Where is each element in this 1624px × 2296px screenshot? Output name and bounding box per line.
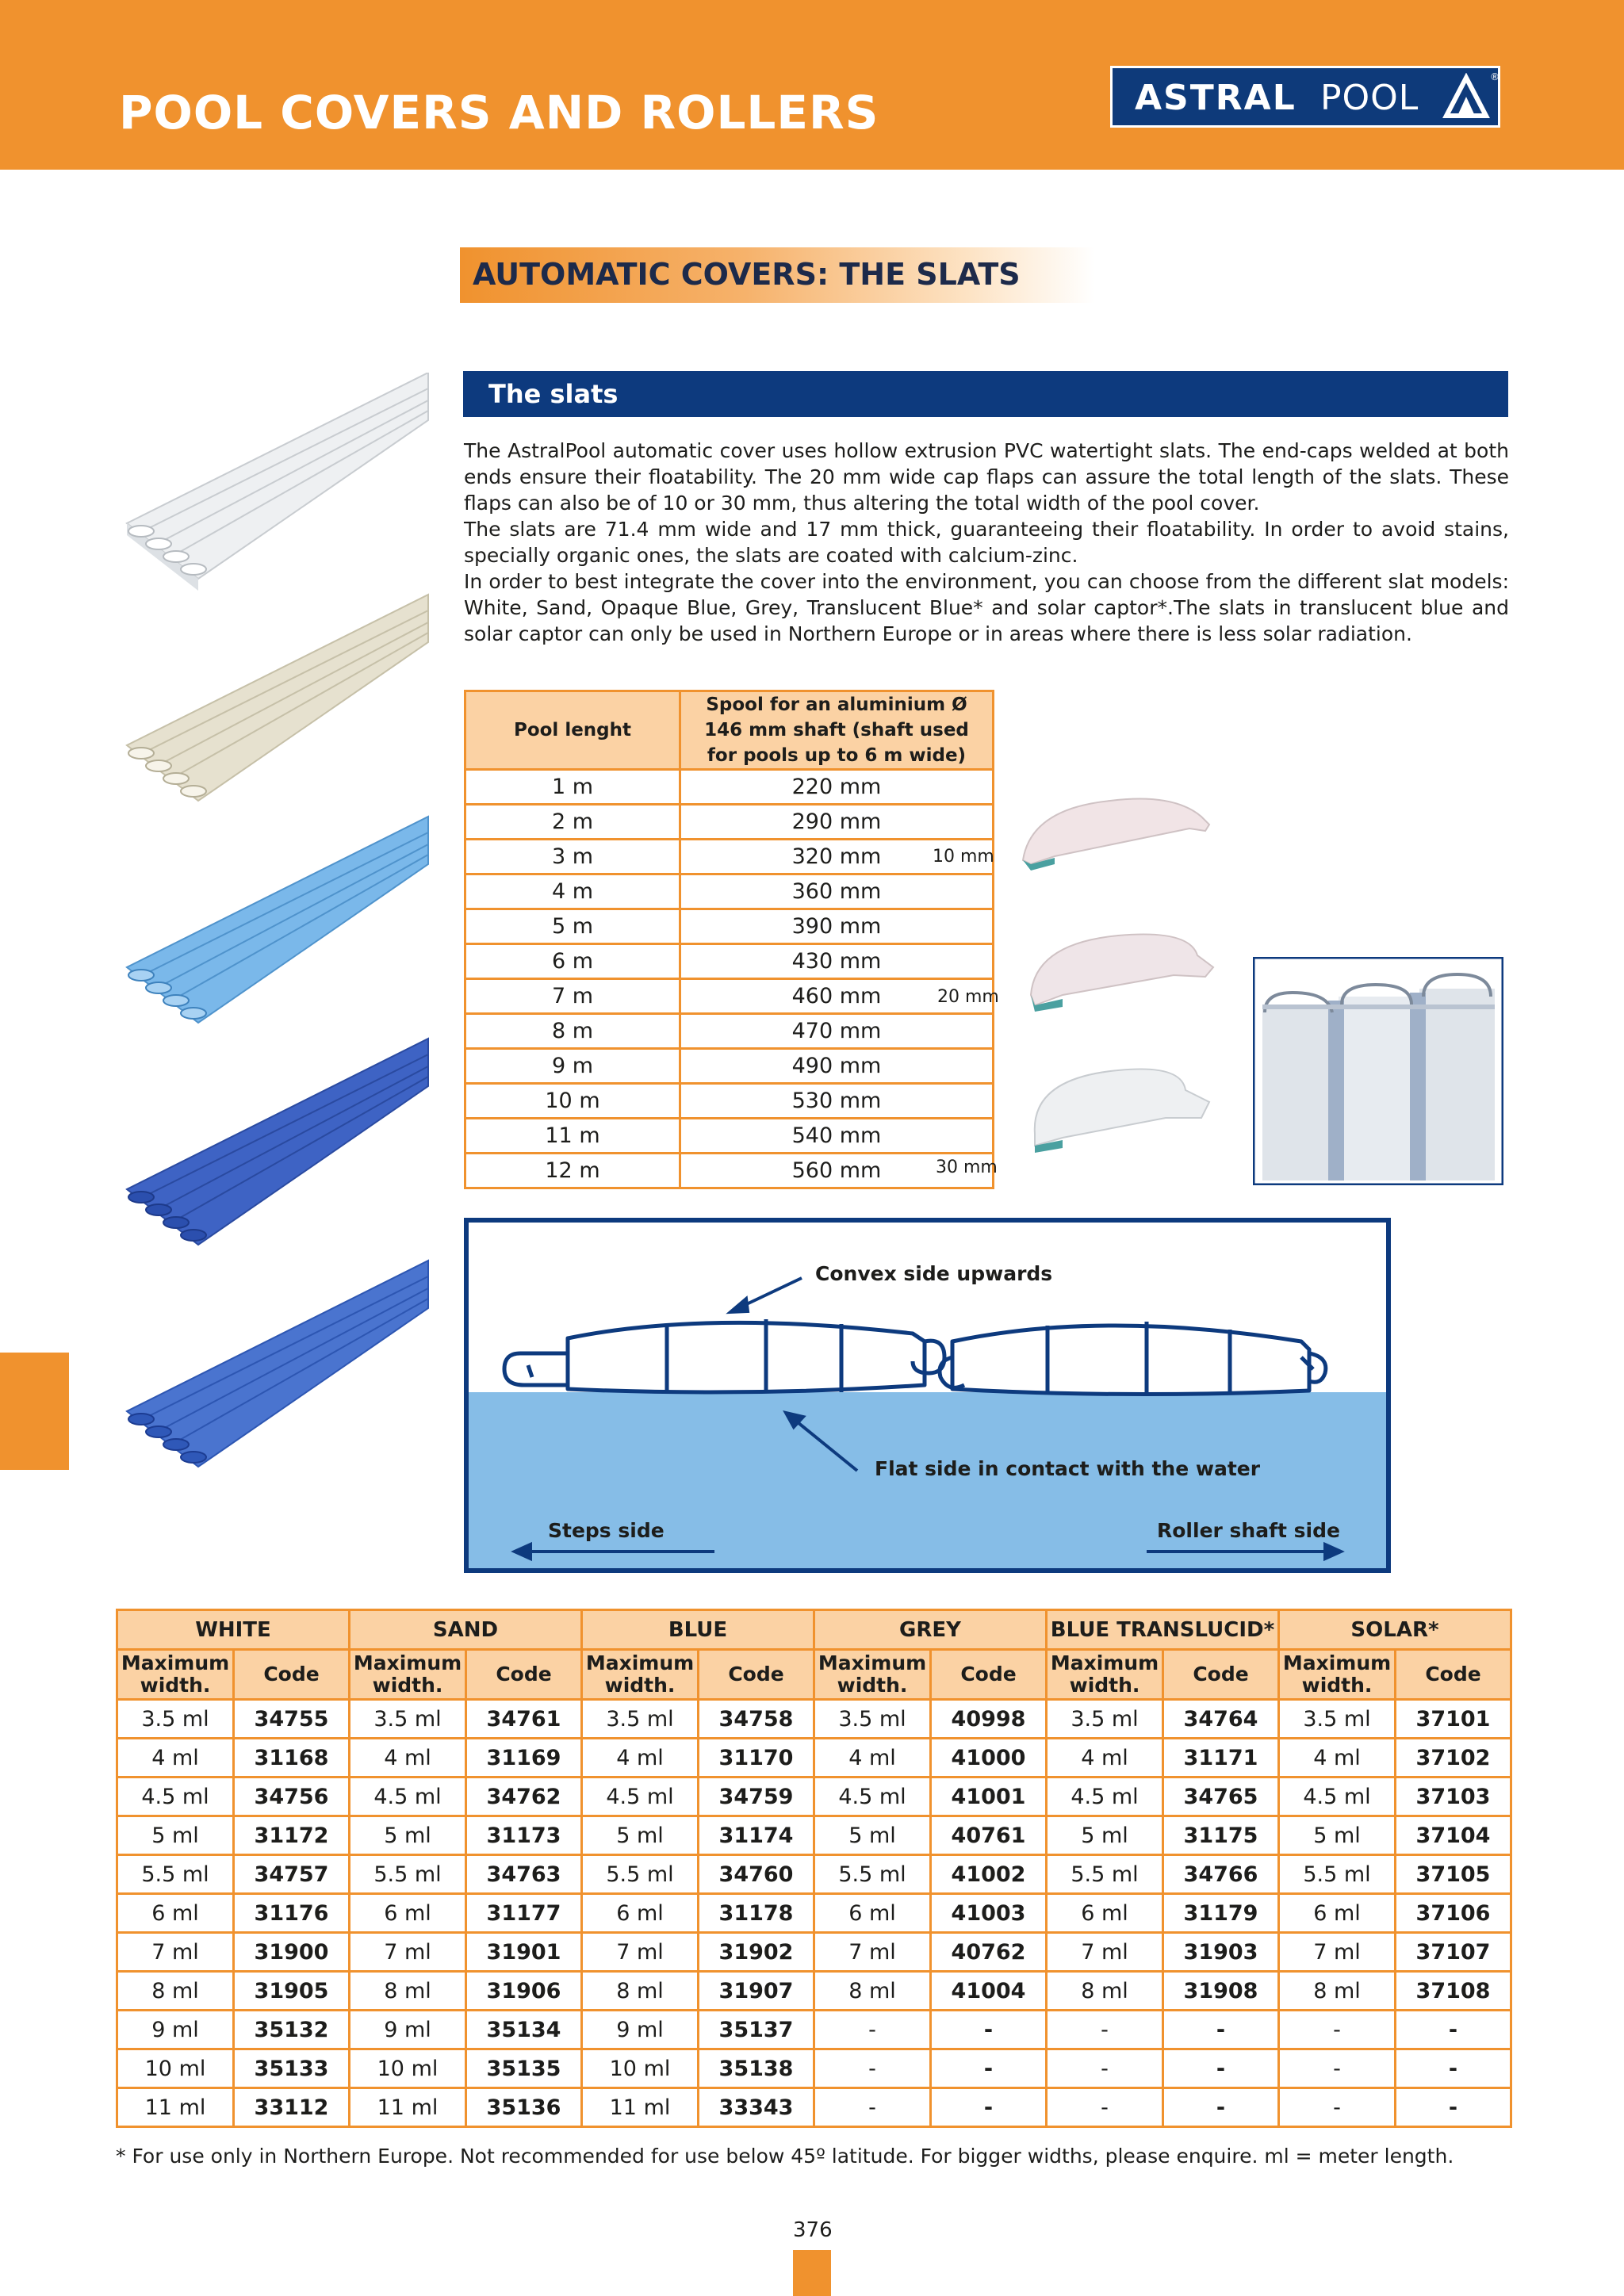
max-width-cell: - xyxy=(1047,2049,1163,2088)
max-width-cell: 6 ml xyxy=(1279,1894,1396,1933)
code-cell: 31907 xyxy=(699,1972,814,2011)
grey-slat-image xyxy=(127,1039,428,1245)
description-text xyxy=(464,438,1509,647)
sub-header-row xyxy=(117,1650,1511,1700)
column-header: Pool lenght xyxy=(465,691,680,770)
column-header: Spool for an aluminium Ø 146 mm shaft (shaft used for pools up to 6 m wide) xyxy=(680,691,994,770)
translucent-slat-image xyxy=(127,1261,428,1467)
table-row xyxy=(465,874,994,909)
pool-length-cell: 10 m xyxy=(465,1084,680,1119)
max-width-cell: 9 ml xyxy=(117,2011,234,2049)
max-width-header: Maximum width. xyxy=(814,1650,931,1700)
max-width-cell: 5 ml xyxy=(350,1816,466,1855)
code-cell: 31174 xyxy=(699,1816,814,1855)
code-cell: 41003 xyxy=(931,1894,1047,1933)
color-group-header: BLUE TRANSLUCID* xyxy=(1047,1610,1279,1650)
table-row xyxy=(117,2088,1511,2127)
code-header: Code xyxy=(234,1650,350,1700)
code-cell: - xyxy=(1396,2088,1511,2127)
code-cell: 34765 xyxy=(1163,1777,1279,1816)
code-cell: 34758 xyxy=(699,1700,814,1739)
spool-diameter-cell: 360 mm xyxy=(680,874,994,909)
code-cell: 35138 xyxy=(699,2049,814,2088)
code-cell: 41001 xyxy=(931,1777,1047,1816)
pool-length-cell: 8 m xyxy=(465,1014,680,1049)
table-row xyxy=(465,1084,994,1119)
table-row xyxy=(465,1049,994,1084)
pool-length-cell: 1 m xyxy=(465,770,680,805)
endcap-images xyxy=(1015,785,1221,1158)
max-width-cell: 8 ml xyxy=(1047,1972,1163,2011)
steps-side-label: Steps side xyxy=(548,1519,665,1542)
slat-samples-illustration xyxy=(111,373,476,1475)
max-width-cell: 5 ml xyxy=(117,1816,234,1855)
code-cell: 35133 xyxy=(234,2049,350,2088)
code-header: Code xyxy=(931,1650,1047,1700)
code-cell: 37103 xyxy=(1396,1777,1511,1816)
code-cell: 41000 xyxy=(931,1739,1047,1777)
pool-length-cell: 3 m xyxy=(465,840,680,874)
max-width-cell: 8 ml xyxy=(582,1972,699,2011)
max-width-cell: 7 ml xyxy=(1047,1933,1163,1972)
code-cell: 37101 xyxy=(1396,1700,1511,1739)
spool-diameter-cell: 490 mm xyxy=(680,1049,994,1084)
max-width-cell: - xyxy=(1279,2088,1396,2127)
max-width-cell: 10 ml xyxy=(582,2049,699,2088)
spool-diameter-cell: 470 mm xyxy=(680,1014,994,1049)
max-width-cell: 6 ml xyxy=(350,1894,466,1933)
color-group-header: BLUE xyxy=(582,1610,814,1650)
max-width-cell: 4 ml xyxy=(117,1739,234,1777)
endcap-label-20mm: 20 mm xyxy=(937,987,999,1007)
convex-side-label: Convex side upwards xyxy=(815,1262,1053,1285)
max-width-cell: 5.5 ml xyxy=(814,1855,931,1894)
code-cell: 37106 xyxy=(1396,1894,1511,1933)
max-width-cell: 5 ml xyxy=(582,1816,699,1855)
max-width-cell: 4.5 ml xyxy=(582,1777,699,1816)
table-row xyxy=(117,1894,1511,1933)
code-cell: 31169 xyxy=(466,1739,582,1777)
code-cell: 34755 xyxy=(234,1700,350,1739)
table-row xyxy=(117,1739,1511,1777)
code-cell: 31173 xyxy=(466,1816,582,1855)
table-row xyxy=(465,840,994,874)
table-row xyxy=(117,1972,1511,2011)
code-cell: 41002 xyxy=(931,1855,1047,1894)
code-cell: 37102 xyxy=(1396,1739,1511,1777)
code-cell: 34757 xyxy=(234,1855,350,1894)
max-width-cell: 6 ml xyxy=(117,1894,234,1933)
max-width-cell: 11 ml xyxy=(350,2088,466,2127)
spool-diameter-cell: 320 mm xyxy=(680,840,994,874)
code-cell: - xyxy=(931,2088,1047,2127)
pool-length-cell: 6 m xyxy=(465,944,680,979)
slat-codes-table xyxy=(116,1609,1512,2128)
max-width-cell: - xyxy=(1047,2011,1163,2049)
code-header: Code xyxy=(699,1650,814,1700)
spool-diameter-cell: 560 mm xyxy=(680,1154,994,1188)
code-cell: 31178 xyxy=(699,1894,814,1933)
code-cell: 31179 xyxy=(1163,1894,1279,1933)
max-width-cell: 7 ml xyxy=(350,1933,466,1972)
logo-text-astral: ASTRAL xyxy=(1135,78,1297,118)
white-slat-image xyxy=(127,373,428,591)
table-row xyxy=(117,1777,1511,1816)
code-cell: 41004 xyxy=(931,1972,1047,2011)
subsection-bar xyxy=(463,371,1508,417)
code-cell: 34761 xyxy=(466,1700,582,1739)
max-width-header: Maximum width. xyxy=(582,1650,699,1700)
code-cell: 37107 xyxy=(1396,1933,1511,1972)
max-width-cell: 6 ml xyxy=(582,1894,699,1933)
section-heading xyxy=(460,247,1094,303)
code-cell: 31171 xyxy=(1163,1739,1279,1777)
endcap-20mm-image xyxy=(1031,934,1213,1012)
max-width-cell: 3.5 ml xyxy=(814,1700,931,1739)
code-cell: 31901 xyxy=(466,1933,582,1972)
table-row xyxy=(117,1855,1511,1894)
max-width-cell: 4 ml xyxy=(814,1739,931,1777)
spool-diameter-cell: 540 mm xyxy=(680,1119,994,1154)
max-width-cell: 10 ml xyxy=(117,2049,234,2088)
footnote: * For use only in Northern Europe. Not recommended for use below 45º latitude. For bigger widths, please enquire. ml = meter length. xyxy=(116,2145,1454,2168)
max-width-cell: 4 ml xyxy=(582,1739,699,1777)
side-color-tab xyxy=(0,1353,69,1470)
spool-diameter-cell: 220 mm xyxy=(680,770,994,805)
table-row xyxy=(117,1700,1511,1739)
max-width-header: Maximum width. xyxy=(1279,1650,1396,1700)
pool-length-cell: 4 m xyxy=(465,874,680,909)
page-number-tab xyxy=(793,2250,831,2296)
color-group-header: SAND xyxy=(350,1610,582,1650)
max-width-cell: 9 ml xyxy=(582,2011,699,2049)
max-width-cell: 4 ml xyxy=(1279,1739,1396,1777)
max-width-cell: - xyxy=(1279,2049,1396,2088)
code-cell: 35136 xyxy=(466,2088,582,2127)
code-cell: - xyxy=(1163,2011,1279,2049)
code-cell: 31900 xyxy=(234,1933,350,1972)
max-width-cell: 4.5 ml xyxy=(350,1777,466,1816)
sand-slat-image xyxy=(127,595,428,801)
max-width-cell: 5.5 ml xyxy=(117,1855,234,1894)
max-width-header: Maximum width. xyxy=(350,1650,466,1700)
max-width-cell: 7 ml xyxy=(1279,1933,1396,1972)
paragraph: The slats are 71.4 mm wide and 17 mm thick, guaranteeing their floatability. In order to avoid stains, specially organic ones, the slats are coated with calcium-zinc. xyxy=(464,518,1509,567)
code-cell: 31906 xyxy=(466,1972,582,2011)
spool-diameter-cell: 390 mm xyxy=(680,909,994,944)
code-cell: 34756 xyxy=(234,1777,350,1816)
table-row xyxy=(465,1154,994,1188)
code-cell: 34762 xyxy=(466,1777,582,1816)
pool-length-cell: 11 m xyxy=(465,1119,680,1154)
code-cell: 31170 xyxy=(699,1739,814,1777)
endcap-30mm-image xyxy=(1035,1069,1209,1153)
slat-section-image xyxy=(1253,957,1503,1185)
spool-diameter-cell: 430 mm xyxy=(680,944,994,979)
max-width-cell: 11 ml xyxy=(582,2088,699,2127)
code-cell: 37105 xyxy=(1396,1855,1511,1894)
max-width-cell: 6 ml xyxy=(814,1894,931,1933)
code-cell: 31176 xyxy=(234,1894,350,1933)
table-row xyxy=(117,1816,1511,1855)
table-header-row xyxy=(465,691,994,770)
code-cell: 35132 xyxy=(234,2011,350,2049)
max-width-cell: 5 ml xyxy=(814,1816,931,1855)
table-row xyxy=(465,805,994,840)
color-group-header: GREY xyxy=(814,1610,1047,1650)
code-cell: 31903 xyxy=(1163,1933,1279,1972)
code-cell: 40761 xyxy=(931,1816,1047,1855)
table-row xyxy=(465,1014,994,1049)
max-width-cell: 7 ml xyxy=(117,1933,234,1972)
code-cell: 35137 xyxy=(699,2011,814,2049)
max-width-cell: 8 ml xyxy=(1279,1972,1396,2011)
blue-slat-image xyxy=(127,817,428,1023)
spool-diameter-cell: 530 mm xyxy=(680,1084,994,1119)
code-cell: - xyxy=(1396,2011,1511,2049)
code-cell: 31905 xyxy=(234,1972,350,2011)
max-width-cell: 4.5 ml xyxy=(1047,1777,1163,1816)
pool-length-cell: 9 m xyxy=(465,1049,680,1084)
code-cell: 33343 xyxy=(699,2088,814,2127)
astralpool-logo xyxy=(1110,66,1500,128)
max-width-cell: 3.5 ml xyxy=(350,1700,466,1739)
code-cell: 34766 xyxy=(1163,1855,1279,1894)
code-cell: 40762 xyxy=(931,1933,1047,1972)
max-width-cell: 11 ml xyxy=(117,2088,234,2127)
code-cell: 31168 xyxy=(234,1739,350,1777)
max-width-cell: 4.5 ml xyxy=(814,1777,931,1816)
page-number: 376 xyxy=(793,2218,833,2242)
max-width-cell: 7 ml xyxy=(582,1933,699,1972)
code-cell: 31177 xyxy=(466,1894,582,1933)
code-cell: 34764 xyxy=(1163,1700,1279,1739)
astralpool-triangle-icon xyxy=(1442,73,1491,122)
code-cell: - xyxy=(1163,2088,1279,2127)
max-width-cell: 8 ml xyxy=(117,1972,234,2011)
color-group-header-row xyxy=(117,1610,1511,1650)
max-width-cell: 3.5 ml xyxy=(1047,1700,1163,1739)
code-cell: 40998 xyxy=(931,1700,1047,1739)
registered-mark: ® xyxy=(1490,71,1500,82)
paragraph: The AstralPool automatic cover uses hollow extrusion PVC watertight slats. The end-caps welded at both ends ensure their floatability. The 20 mm wide cap flaps can assure the total length of the slats. These flaps can also be of 10 or 30 mm, thus altering the total width of the pool cover. xyxy=(464,439,1509,515)
pool-length-cell: 2 m xyxy=(465,805,680,840)
max-width-cell: 4 ml xyxy=(1047,1739,1163,1777)
spool-table xyxy=(464,690,994,1189)
table-row xyxy=(465,909,994,944)
max-width-cell: 5.5 ml xyxy=(350,1855,466,1894)
pool-length-cell: 12 m xyxy=(465,1154,680,1188)
pool-length-cell: 7 m xyxy=(465,979,680,1014)
max-width-cell: 10 ml xyxy=(350,2049,466,2088)
max-width-cell: 5.5 ml xyxy=(1047,1855,1163,1894)
max-width-cell: 3.5 ml xyxy=(1279,1700,1396,1739)
max-width-cell: 7 ml xyxy=(814,1933,931,1972)
section-heading-text: AUTOMATIC COVERS: THE SLATS xyxy=(473,257,1021,292)
code-cell: - xyxy=(1396,2049,1511,2088)
table-row xyxy=(465,1119,994,1154)
color-group-header: WHITE xyxy=(117,1610,350,1650)
flat-side-label: Flat side in contact with the water xyxy=(875,1457,1261,1480)
code-cell: - xyxy=(931,2011,1047,2049)
code-cell: 34760 xyxy=(699,1855,814,1894)
max-width-cell: 9 ml xyxy=(350,2011,466,2049)
spool-diameter-cell: 460 mm xyxy=(680,979,994,1014)
max-width-cell: 5.5 ml xyxy=(582,1855,699,1894)
subsection-title: The slats xyxy=(488,379,619,409)
endcap-label-10mm: 10 mm xyxy=(933,847,994,867)
page-title: POOL COVERS AND ROLLERS xyxy=(119,86,879,140)
max-width-cell: - xyxy=(1047,2088,1163,2127)
table-row xyxy=(117,2049,1511,2088)
max-width-cell: 3.5 ml xyxy=(582,1700,699,1739)
max-width-cell: 3.5 ml xyxy=(117,1700,234,1739)
code-cell: 37104 xyxy=(1396,1816,1511,1855)
roller-shaft-side-label: Roller shaft side xyxy=(1157,1519,1340,1542)
code-header: Code xyxy=(1163,1650,1279,1700)
spool-diameter-cell: 290 mm xyxy=(680,805,994,840)
code-cell: 34759 xyxy=(699,1777,814,1816)
paragraph: In order to best integrate the cover into the environment, you can choose from the different slat models: White, Sand, Opaque Blue, Grey, Translucent Blue* and solar captor*.The slats in translucent blue and solar captor can only be used in Northern Europe or in areas where there is less solar radiation. xyxy=(464,570,1509,645)
max-width-cell: 5.5 ml xyxy=(1279,1855,1396,1894)
table-row xyxy=(465,770,994,805)
logo-text-pool: POOL xyxy=(1320,78,1419,118)
table-row xyxy=(465,979,994,1014)
color-group-header: SOLAR* xyxy=(1279,1610,1511,1650)
max-width-cell: 4 ml xyxy=(350,1739,466,1777)
max-width-cell: 8 ml xyxy=(350,1972,466,2011)
slat-orientation-diagram xyxy=(464,1218,1391,1573)
max-width-cell: - xyxy=(814,2088,931,2127)
code-cell: 34763 xyxy=(466,1855,582,1894)
max-width-cell: 8 ml xyxy=(814,1972,931,2011)
max-width-header: Maximum width. xyxy=(117,1650,234,1700)
code-header: Code xyxy=(1396,1650,1511,1700)
code-cell: 31902 xyxy=(699,1933,814,1972)
max-width-cell: - xyxy=(1279,2011,1396,2049)
max-width-cell: 5 ml xyxy=(1279,1816,1396,1855)
code-cell: 35135 xyxy=(466,2049,582,2088)
table-row xyxy=(117,1933,1511,1972)
max-width-cell: 5 ml xyxy=(1047,1816,1163,1855)
max-width-cell: - xyxy=(814,2049,931,2088)
max-width-cell: 4.5 ml xyxy=(1279,1777,1396,1816)
code-cell: 31175 xyxy=(1163,1816,1279,1855)
max-width-cell: - xyxy=(814,2011,931,2049)
code-cell: 31172 xyxy=(234,1816,350,1855)
code-cell: - xyxy=(931,2049,1047,2088)
code-cell: - xyxy=(1163,2049,1279,2088)
max-width-header: Maximum width. xyxy=(1047,1650,1163,1700)
max-width-cell: 6 ml xyxy=(1047,1894,1163,1933)
code-cell: 37108 xyxy=(1396,1972,1511,2011)
code-cell: 35134 xyxy=(466,2011,582,2049)
pool-length-cell: 5 m xyxy=(465,909,680,944)
max-width-cell: 4.5 ml xyxy=(117,1777,234,1816)
endcap-label-30mm: 30 mm xyxy=(936,1158,998,1177)
code-header: Code xyxy=(466,1650,582,1700)
table-row xyxy=(465,944,994,979)
table-row xyxy=(117,2011,1511,2049)
code-cell: 33112 xyxy=(234,2088,350,2127)
code-cell: 31908 xyxy=(1163,1972,1279,2011)
endcap-10mm-image xyxy=(1023,799,1209,871)
